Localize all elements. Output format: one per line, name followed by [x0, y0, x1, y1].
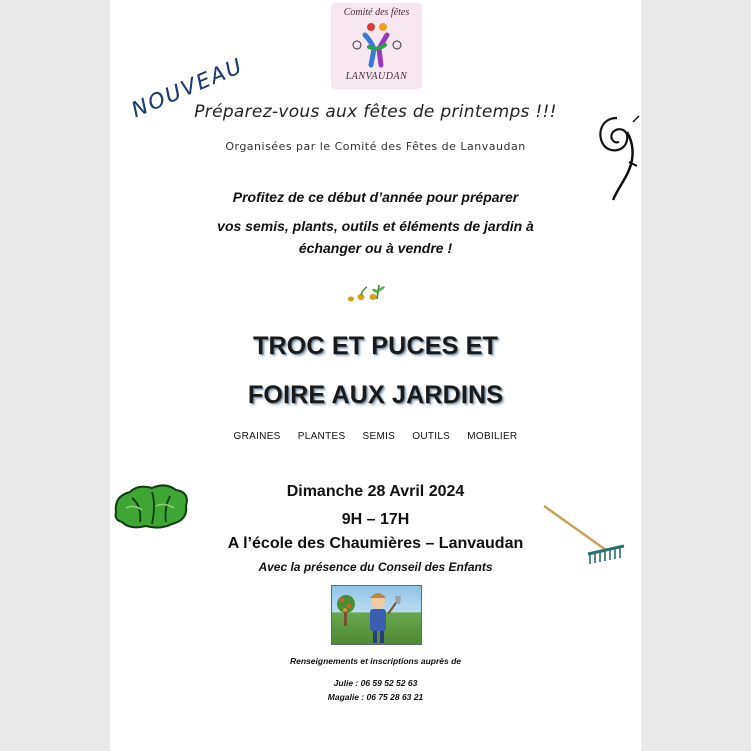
intro-line-1: Profitez de ce début d’année pour préparer — [232, 189, 519, 205]
headline: Préparez-vous aux fêtes de printemps !!! — [194, 102, 557, 122]
contact-phone-magalie: Magalie : 06 75 28 63 21 — [327, 692, 424, 702]
title-line-2: FOIRE AUX JARDINS — [247, 381, 504, 409]
contact-heading: Renseignements et inscriptions auprès de — [290, 656, 461, 666]
sprout-icon — [345, 281, 389, 305]
logo-figures-icon — [341, 19, 412, 71]
category-item: MOBILIER — [467, 431, 518, 442]
category-item: OUTILS — [412, 431, 451, 442]
contact-phone-julie: Julie : 06 59 52 52 63 — [333, 678, 418, 688]
event-hours: 9H – 17H — [341, 511, 410, 528]
categories-list — [0, 431, 751, 442]
organised-by: Organisées par le Comité des Fêtes de Lanvaudan — [225, 140, 526, 153]
intro-line-2: vos semis, plants, outils et éléments de jardin à — [217, 218, 534, 234]
nouveau-badge: NOUVEAU — [128, 53, 247, 123]
event-date: Dimanche 28 Avril 2024 — [286, 483, 465, 500]
event-place: A l’école des Chaumières – Lanvaudan — [227, 535, 524, 552]
comite-logo — [331, 3, 422, 89]
title-line-1: TROC ET PUCES ET — [253, 332, 498, 360]
logo-bottom-text: LANVAUDAN — [345, 71, 408, 82]
intro-line-3: échanger ou à vendre ! — [298, 240, 453, 256]
logo-top-text: Comité des fêtes — [343, 7, 410, 18]
category-item: PLANTES — [297, 431, 346, 442]
category-item: GRAINES — [233, 431, 281, 442]
gardener-illustration — [331, 585, 422, 645]
event-presence: Avec la présence du Conseil des Enfants — [258, 560, 493, 574]
category-item: SEMIS — [362, 431, 396, 442]
